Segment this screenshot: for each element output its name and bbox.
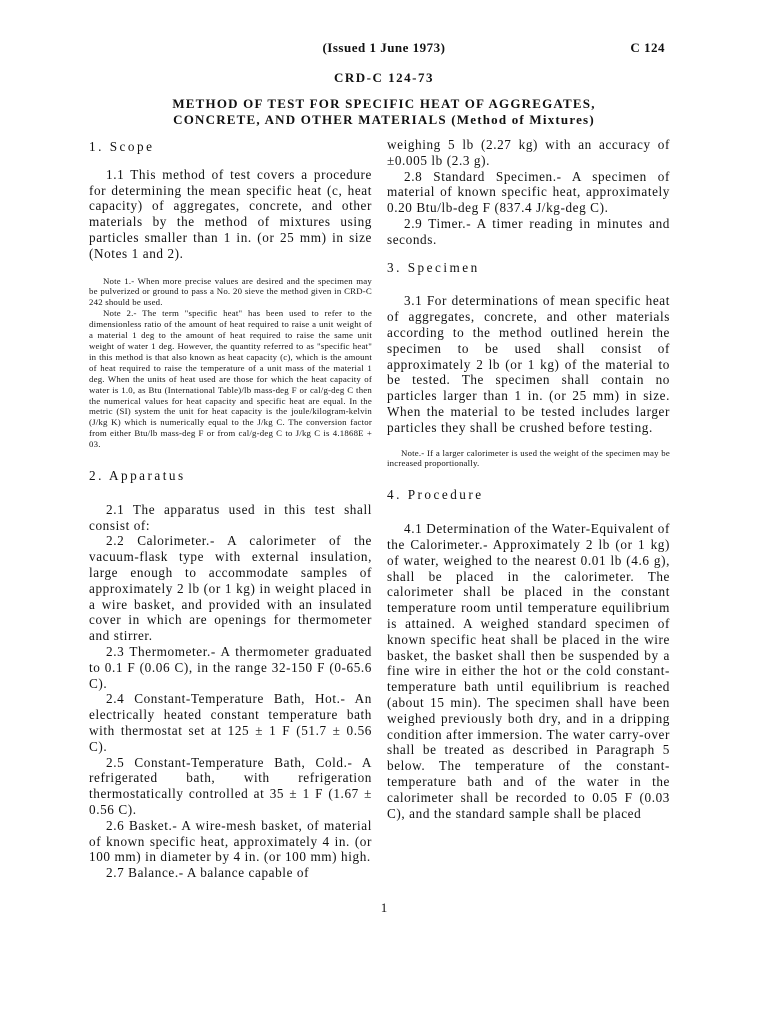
paragraph-2-9: 2.9 Timer.- A timer reading in minutes and seconds. bbox=[387, 215, 670, 247]
paragraph-2-2: 2.2 Calorimeter.- A calorimeter of the vacuum-flask type with external insulation, large enough to accommodate samples of approximately 2 lb (or 1 kg) in weight placed in a wire basket, and provided with an insulated cover in which are openings for thermometer and stirrer. bbox=[89, 533, 372, 644]
section-heading-scope: 1. Scope bbox=[89, 139, 155, 154]
title-line-2: CONCRETE, AND OTHER MATERIALS (Method of Mixtures) bbox=[173, 112, 595, 127]
note-2: Note 2.- The term "specific heat" has been used to refer to the dimensionless ratio of the amount of heat required to raise a unit weight of a material 1 deg to the amount of heat required to raise the same unit weight of water 1 deg. However, the quantity referred to as "specific heat" in this method is that also known as heat capacity (c), which is the amount of heat required to raise the temperature of a unit mass of the material 1 deg. When the units of heat used are those for which the heat capacity of water is 1.0, as Btu (International Table)/lb mass-deg F or cal/g-deg C then the numerical values for heat capacity and specific heat are equal. In the metric (SI) system the unit for heat capacity is the joule/kilogram-kelvin (J/kg K) which is numerically equal to the J/kg C. The conversion factor from either Btu/lb mass-deg F or from cal/g-deg C to J/kg C is 4.1868E + 03. bbox=[89, 308, 372, 450]
document-title bbox=[120, 96, 648, 128]
section-heading-specimen: 3. Specimen bbox=[387, 259, 480, 275]
paragraph-2-5: 2.5 Constant-Temperature Bath, Cold.- A refrigerated bath, with refrigeration thermostatically controlled at 35 ± 1 F (1.67 ± 0.56 C). bbox=[89, 754, 372, 818]
section-heading-procedure: 4. Procedure bbox=[387, 487, 484, 503]
document-code: C 124 bbox=[630, 40, 665, 55]
paragraph-2-3: 2.3 Thermometer.- A thermometer graduated to 0.1 F (0.06 C), in the range 32-150 F (0-65.6 C). bbox=[89, 644, 372, 691]
section-heading-apparatus: 2. Apparatus bbox=[89, 468, 186, 484]
left-column bbox=[89, 139, 372, 881]
paragraph-2-7-continued: weighing 5 lb (2.27 kg) with an accuracy of ±0.005 lb (2.3 g). bbox=[387, 137, 670, 168]
paragraph-1-1: 1.1 This method of test covers a procedure for determining the mean specific heat (c, heat capacity) of aggregates, concrete, and other materials by the method of mixtures using particles smaller than 1 in. (or 25 mm) in size (Notes 1 and 2). bbox=[89, 166, 372, 261]
title-line-1: METHOD OF TEST FOR SPECIFIC HEAT OF AGGREGATES, bbox=[172, 96, 596, 111]
right-column bbox=[387, 137, 670, 821]
paragraph-2-6: 2.6 Basket.- A wire-mesh basket, of material of known specific heat, approximately 4 in. (or 100 mm) in diameter by 4 in. (or 100 mm) high. bbox=[89, 817, 372, 865]
specimen-note: Note.- If a larger calorimeter is used the weight of the specimen may be increased proportionally. bbox=[387, 447, 670, 469]
document-designation: CRD-C 124-73 bbox=[334, 70, 434, 85]
page-number: 1 bbox=[380, 900, 388, 915]
paragraph-2-8: 2.8 Standard Specimen.- A specimen of material of known specific heat, approximately 0.20 Btu/lb-deg F (837.4 J/kg-deg C). bbox=[387, 168, 670, 216]
paragraph-3-1: 3.1 For determinations of mean specific heat of aggregates, concrete, and other materials according to the method outlined herein the specimen to be used shall consist of approximately 2 lb (or 1 kg) of the material to be tested. The specimen shall contain no particles larger than 1 in. (or 25 mm) in size. When the material to be tested includes larger particles they shall be crushed before testing. bbox=[387, 293, 670, 435]
issue-date: (Issued 1 June 1973) bbox=[322, 40, 446, 55]
paragraph-2-7: 2.7 Balance.- A balance capable of bbox=[106, 865, 310, 881]
paragraph-2-1: 2.1 The apparatus used in this test shall consist of: bbox=[89, 501, 372, 533]
paragraph-4-1: 4.1 Determination of the Water-Equivalent of the Calorimeter.- Approximately 2 lb (or 1 kg) of water, weighed to the nearest 0.01 lb (4.6 g), shall be placed in the calorimeter. The calorimeter shall be placed in the constant temperature room until temperature equilibrium is attained. A weighed standard specimen of known specific heat shall be placed in the wire basket, the basket shall then be suspended by a fine wire in either the hot or the cold constant-temperature bath until equilibrium is reached (about 15 min). The specimen shall have been weighed previously both dry, and in a dripping condition after immersion. The water carry-over shall be treated as described in Paragraph 5 below. The temperature of the constant-temperature bath and of the water in the calorimeter shall be recorded to 0.05 F (0.03 C), and the standard sample shall be placed bbox=[387, 521, 670, 821]
paragraph-2-4: 2.4 Constant-Temperature Bath, Hot.- An electrically heated constant temperature bath with thermostat set at 125 ± 1 F (51.7 ± 0.56 C). bbox=[89, 691, 372, 754]
note-1: Note 1.- When more precise values are desired and the specimen may be pulverized or ground to pass a No. 20 sieve the method given in CRD-C 242 should be used. bbox=[89, 275, 372, 308]
